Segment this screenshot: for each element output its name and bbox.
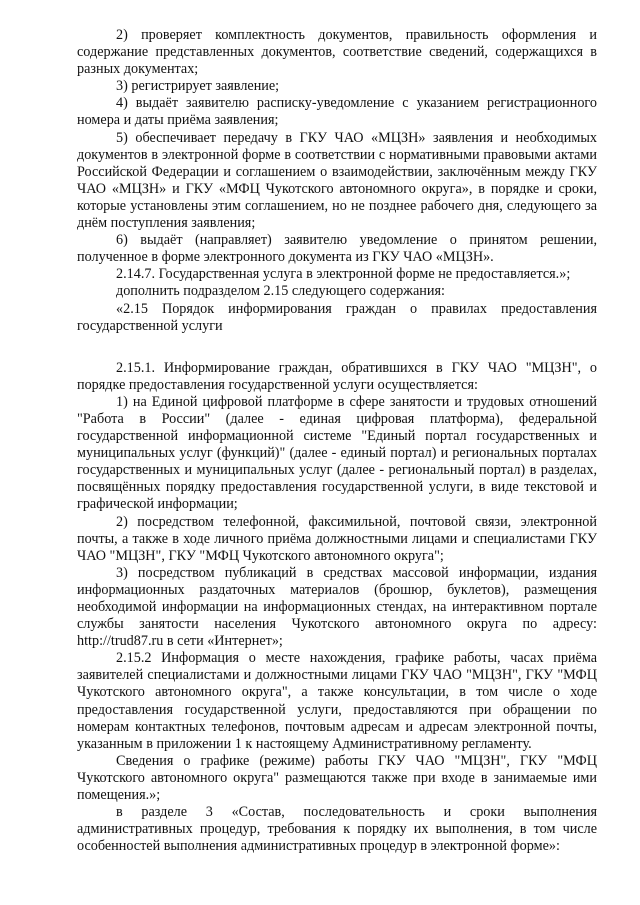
paragraph-schedule-info: Сведения о графике (режиме) работы ГКУ ЧАО "МЦЗН", ГКУ "МФЦ Чукотского автономного округа" размещаются также при входе в занимаемые ими помещения.»; [77, 752, 597, 804]
paragraph-item-4: 4) выдаёт заявителю расписку-уведомление с указанием регистрационного номера и даты приёма заявления; [77, 95, 597, 129]
paragraph-item-3: 3) регистрирует заявление; [116, 78, 280, 95]
paragraph-item-2: 2) проверяет комплектность документов, правильность оформления и содержание представленных документов, соответствие сведений, содержащихся в разных документах; [77, 27, 597, 78]
paragraph-info-3: 3) посредством публикаций в средствах массовой информации, издания информационных раздаточных материалов (брошюр, буклетов), размещения необходимой информации на информационных стендах, на интерактивном портале службы занятости населения Чукотского автономного округа по адресу: http://trud87.ru в сети «Интернет»; [77, 564, 597, 650]
paragraph-item-5: 5) обеспечивает передачу в ГКУ ЧАО «МЦЗН» заявления и необходимых документов в электронной форме в соответствии с нормативными правовыми актами Российской Федерации и соглашением о взаимодействии, заключённым между ГКУ ЧАО «МЦЗН» и ГКУ «МФЦ Чукотского автономного округа», в порядке и сроки, которые установлены этим соглашением, но не позднее рабочего дня, следующего за днём поступления заявления; [77, 129, 597, 232]
section-spacer [77, 335, 597, 360]
section-heading-2-15: «2.15 Порядок информирования граждан о правилах предоставления государственной услуги [77, 300, 597, 334]
document-body [77, 27, 597, 855]
paragraph-info-2: 2) посредством телефонной, факсимильной, почтовой связи, электронной почты, а также в ходе личного приёма должностными лицами и специалистами ГКУ ЧАО "МЦЗН", ГКУ "МФЦ Чукотского автономного округа"; [77, 513, 597, 564]
paragraph-amend-note: дополнить подразделом 2.15 следующего содержания: [116, 283, 445, 300]
paragraph-info-1: 1) на Единой цифровой платформе в сфере занятости и трудовых отношений "Работа в России" (далее - единая цифровая платформа), федеральной государственной информационной системе "Единый портал государственных и муниципальных услуг (функций)" (далее - единый портал) и региональных порталах государственных и муниципальных услуг (далее - региональный портал) в разделах, посвящённых порядку предоставления государственной услуги, в виде текстовой и графической информации; [77, 393, 597, 513]
paragraph-2-15-1: 2.15.1. Информирование граждан, обратившихся в ГКУ ЧАО "МЦЗН", о порядке предоставления государственной услуги осуществляется: [77, 359, 597, 393]
paragraph-2-14-7: 2.14.7. Государственная услуга в электронной форме не предоставляется.»; [116, 266, 571, 283]
paragraph-item-6: 6) выдаёт (направляет) заявителю уведомление о принятом решении, полученное в форме электронного документа из ГКУ ЧАО «МЦЗН». [77, 232, 597, 266]
paragraph-2-15-2: 2.15.2 Информация о месте нахождения, графике работы, часах приёма заявителей специалистами и должностными лицами ГКУ ЧАО "МЦЗН", ГКУ "МФЦ Чукотского автономного округа", а также консультации, в том числе о ходе предоставления государственной услуги, предоставляются при обращении по номерам контактных телефонов, почтовым адресам и адресам электронной почты, указанным в приложении 1 к настоящему Административному регламенту. [77, 650, 597, 752]
paragraph-section-3-amend: в разделе 3 «Состав, последовательность и сроки выполнения административных процедур, требования к порядку их выполнения, в том числе особенностей выполнения административных процедур в электронной форме»: [77, 804, 597, 855]
